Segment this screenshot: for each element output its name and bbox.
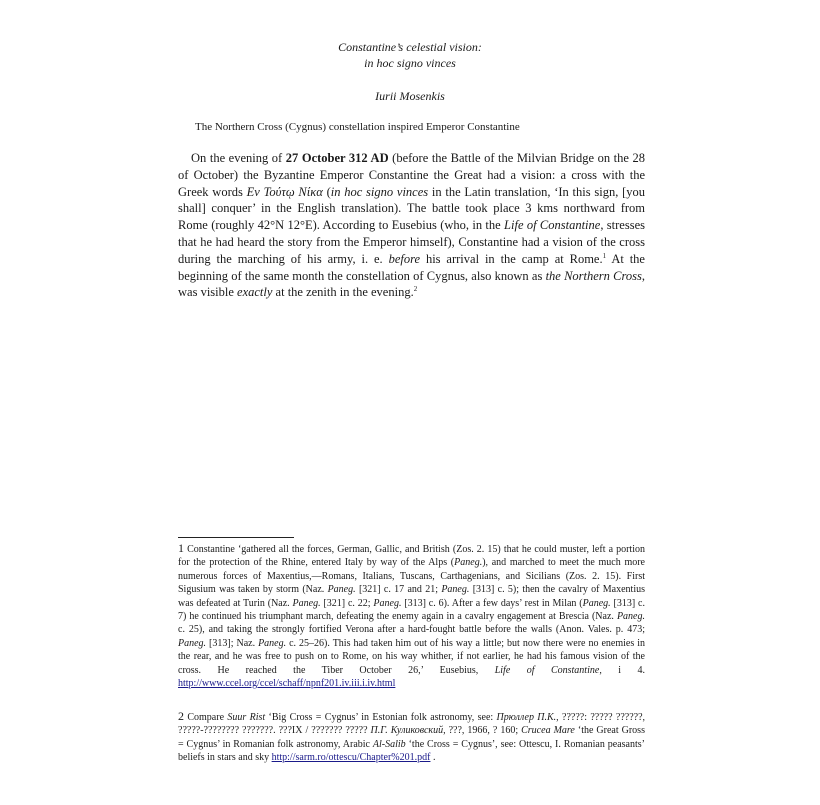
citation-abbrev: Paneg. <box>327 584 356 596</box>
northern-cross-term: the Northern Cross <box>545 268 642 283</box>
footnote-number: 2 <box>178 709 184 723</box>
footnote-text: ), and marched to meet the much more numerous forces of Maxentius,—Romans, Italians, Tuscans, Carthagenians, and Sicilians (Zos. 2. 15). First Sigusium was taken by storm (Naz. <box>178 557 645 596</box>
romanian-term: Crucea Mare <box>521 725 575 737</box>
citation-abbrev: Paneg. <box>454 557 483 569</box>
footnote-text: c. 25), and taking the strongly fortified Verona after a hard-fought battle before the walls (Anon. Vales. p. 473; <box>178 624 645 636</box>
footnote-text: [313] c. 7) he continued his triumphant march, defeating the enemy again in a cavalry engagement at Brescia (Naz. <box>178 597 645 623</box>
footnote-text: , i 4. <box>599 664 646 676</box>
citation-abbrev: Paneg. <box>258 637 287 649</box>
footnote-text: [321] c. 17 and 21; <box>355 584 442 596</box>
emphasis-exactly: exactly <box>237 285 273 300</box>
subtitle: The Northern Cross (Cygnus) constellation inspired Emperor Constantine <box>195 121 520 133</box>
body-text-segment: (before the Battle of the Milvian Bridge on the 28 of October) the Byzantine Emperor Constantine the Great had a vision: a cross with the Greek words <box>178 151 646 199</box>
footnote-number: 1 <box>178 541 184 555</box>
footnote-divider <box>178 537 294 538</box>
book-title: Life of Constantine <box>504 218 601 233</box>
footnote-2 <box>178 710 645 765</box>
footnote-text: [321] c. 22; <box>320 597 374 609</box>
title-line-1: Constantine’s celestial vision: <box>338 40 482 54</box>
author-name: Iurii Mosenkis <box>375 89 445 103</box>
footnote-text: ‘Big Cross = Cygnus’ in Estonian folk astronomy, see: <box>265 712 497 723</box>
body-paragraph <box>178 150 645 301</box>
footnote-text: Compare <box>184 712 228 723</box>
author-cyrillic: П.Г. Куликовский, <box>367 725 446 737</box>
author-cyrillic: Прюллер П.К., <box>496 712 559 723</box>
footnote-text: [313]; Naz. <box>206 637 259 649</box>
body-text-segment: his arrival in the camp at Rome. <box>420 251 603 266</box>
body-text-segment: On the evening of <box>191 151 286 165</box>
footnote-1 <box>178 542 645 690</box>
body-text-segment: at the zenith in the evening. <box>272 285 414 300</box>
book-title: Life of Constantine <box>494 664 600 676</box>
citation-abbrev: Paneg. <box>582 597 611 609</box>
footnote-ref-1[interactable]: 1 <box>602 251 607 260</box>
ccel-link[interactable]: http://www.ccel.org/ccel/schaff/npnf201.iv.iii.i.iv.html <box>178 678 396 690</box>
sarm-link[interactable]: http://sarm.ro/ottescu/Chapter%201.pdf <box>271 752 431 764</box>
footnote-text: ?????: ????? ??????, ?????-???????? ???????. ???IX / ??????? ????? <box>178 712 646 737</box>
footnote-text: Constantine ‘gathered all the forces, German, Gallic, and British (Zos. 2. 15) that he could muster, left a portion for the protection of the Rhine, entered Italy by way of the Alps ( <box>178 544 645 569</box>
footnote-ref-2[interactable]: 2 <box>413 285 418 294</box>
body-text <box>178 150 645 301</box>
footnote-text: ‘the Great Gross = Cygnus’ in Romanian folk astronomy, Arabic <box>178 725 645 750</box>
body-text-segment: ( <box>322 184 331 199</box>
greek-phrase: Εν Τούτῳ Νίκα <box>246 184 323 199</box>
body-text-segment: At the beginning of the same month the constellation of Cygnus, also known as <box>178 251 645 283</box>
citation-abbrev: Paneg. <box>178 637 207 649</box>
body-text-segment: , stresses that he had heard the story from the Emperor himself), Constantine had a vision of the cross during the marching of his army, i. e. <box>178 218 645 266</box>
footnote-text: [313] c. 5); then the cavalry of Maxentius was defeated at Turin (Naz. <box>178 584 645 609</box>
body-text-segment: , was visible <box>178 268 645 300</box>
footnote-text: ???, 1966, ? 160; <box>445 725 522 737</box>
footnote-text: [313] c. 6). After a few days’ rest in Milan ( <box>401 597 583 609</box>
footnote-text: c. 25–26). This had taken him out of his way a little; but now there were no enemies in the rear, and he was free to push on to Rome, on his way whither, if not earlier, he had his famous vision of the cross. He reached the Tiber October 26,’ Eusebius, <box>178 637 645 676</box>
citation-abbrev: Paneg. <box>292 597 321 609</box>
emphasis-before: before <box>388 251 421 266</box>
latin-phrase: in hoc signo vinces <box>330 184 429 199</box>
citation-abbrev: Paneg. <box>616 611 645 623</box>
citation-abbrev: Paneg. <box>373 597 402 609</box>
estonian-term: Suur Rist <box>227 712 266 723</box>
body-text-segment: in the Latin translation, ‘In this sign, [you shall] conquer’ in the English translation). The battle took place 3 kms northward from Rome (roughly 42°N 12°E). According to Eusebius (who, in the <box>178 184 646 233</box>
citation-abbrev: Paneg. <box>441 584 470 596</box>
title-line-2: in hoc signo vinces <box>364 56 456 70</box>
footnote-text: ‘the Cross = Cygnus’, see: Ottescu, I. Romanian peasants’ beliefs in stars and sky <box>178 738 645 764</box>
battle-date: 27 October 312 AD <box>285 151 389 165</box>
footnote-text: . <box>430 752 436 764</box>
arabic-term: Al-Salib <box>372 738 406 750</box>
